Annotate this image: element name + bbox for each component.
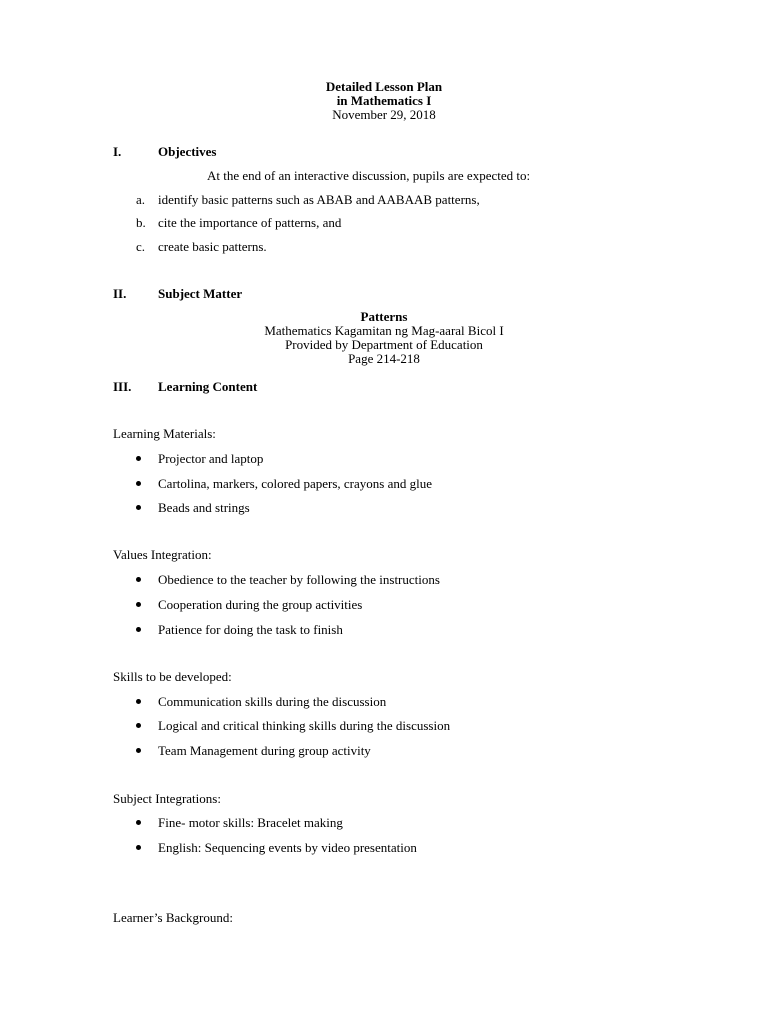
group-label-learners-background: Learner’s Background: [113, 910, 233, 925]
section-heading-learning-content: Learning Content [158, 379, 258, 394]
bullet-icon [136, 505, 141, 510]
group-label-values-integration: Values Integration: [113, 547, 212, 562]
bullet-icon [136, 820, 141, 825]
list-item: English: Sequencing events by video presentation [158, 840, 417, 855]
bullet-icon [136, 699, 141, 704]
bullet-icon [136, 481, 141, 486]
list-item: Beads and strings [158, 500, 250, 515]
list-item: Team Management during group activity [158, 743, 371, 758]
list-item: Cooperation during the group activities [158, 597, 363, 612]
document-date: November 29, 2018 [332, 107, 436, 122]
document-title: Detailed Lesson Plan [325, 79, 443, 94]
list-item: Projector and laptop [158, 451, 264, 466]
list-item: Communication skills during the discussion [158, 694, 387, 709]
subject-provider: Provided by Department of Education [285, 337, 483, 352]
group-label-skills: Skills to be developed: [113, 669, 232, 684]
bullet-icon [136, 748, 141, 753]
subject-reference: Mathematics Kagamitan ng Mag-aaral Bicol I [264, 323, 504, 338]
objective-text: create basic patterns. [158, 239, 267, 254]
list-item: Cartolina, markers, colored papers, crayons and glue [158, 476, 432, 491]
subject-topic: Patterns [360, 309, 408, 324]
bullet-icon [136, 577, 141, 582]
document-subtitle: in Mathematics I [336, 93, 432, 108]
section-heading-subject-matter: Subject Matter [158, 286, 243, 301]
group-label-subject-integrations: Subject Integrations: [113, 791, 221, 806]
list-item: Fine- motor skills: Bracelet making [158, 815, 343, 830]
section-numeral-subject-matter: II. [113, 286, 127, 301]
objective-text: identify basic patterns such as ABAB and AABAAB patterns, [158, 192, 480, 207]
objective-letter: b. [136, 215, 146, 230]
bullet-icon [136, 456, 141, 461]
section-numeral-learning-content: III. [113, 379, 132, 394]
objective-letter: c. [136, 239, 146, 254]
bullet-icon [136, 723, 141, 728]
objective-letter: a. [136, 192, 146, 207]
list-item: Logical and critical thinking skills during the discussion [158, 718, 451, 733]
section-numeral-objectives: I. [113, 144, 122, 159]
section-heading-objectives: Objectives [158, 144, 217, 159]
group-label-learning-materials: Learning Materials: [113, 426, 216, 441]
bullet-icon [136, 845, 141, 850]
list-item: Patience for doing the task to finish [158, 622, 343, 637]
objective-text: cite the importance of patterns, and [158, 215, 342, 230]
objectives-intro: At the end of an interactive discussion, pupils are expected to: [207, 168, 531, 183]
list-item: Obedience to the teacher by following the instructions [158, 572, 440, 587]
bullet-icon [136, 602, 141, 607]
bullet-icon [136, 627, 141, 632]
subject-pages: Page 214-218 [348, 351, 420, 366]
